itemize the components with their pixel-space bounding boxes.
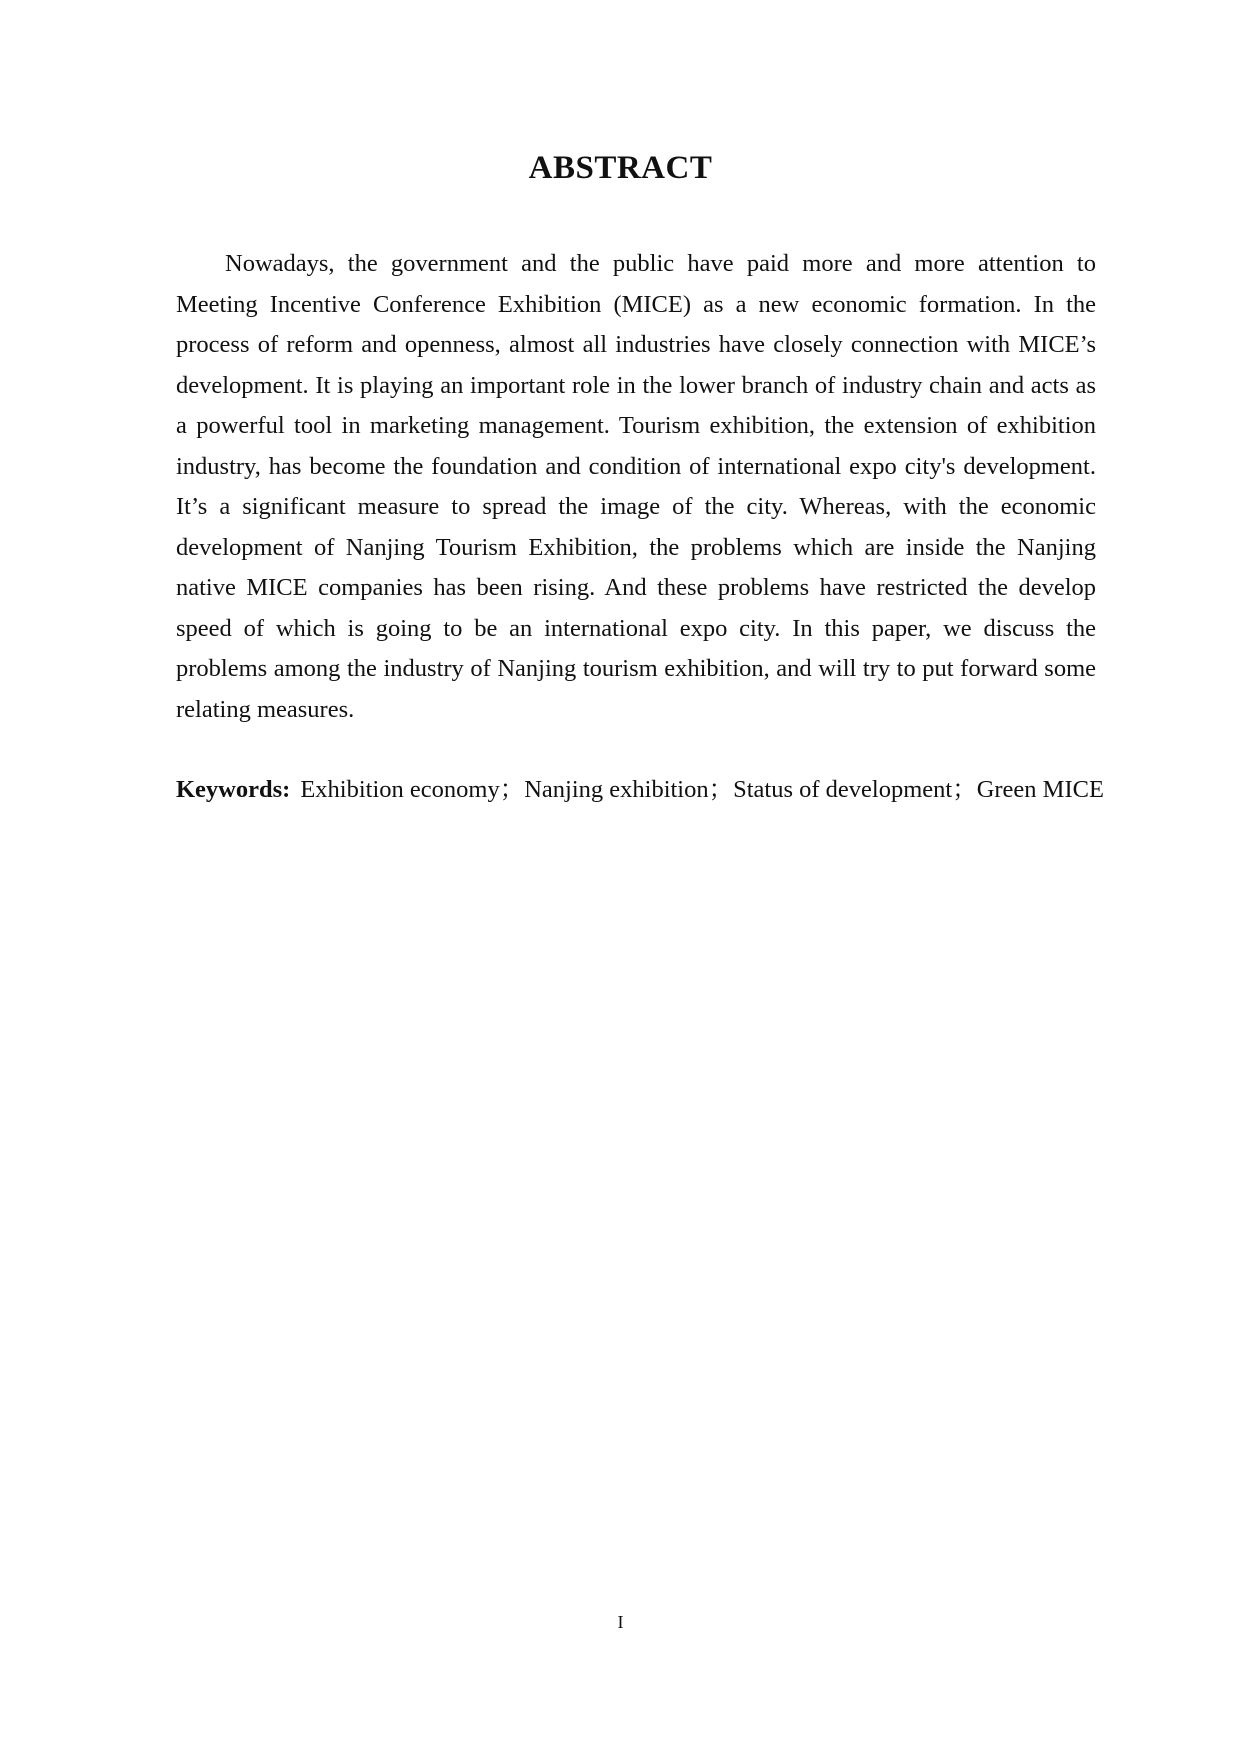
keywords-list: Exhibition economy；Nanjing exhibition；Status of development；Green MICE [300,776,1104,803]
abstract-paragraph: Nowadays, the government and the public have paid more and more attention to Meeting Incentive Conference Exhibition (MICE) as a new economic formation. In the process of reform and openness, almost all industries have closely connection with MICE’s development. It is playing an important role in the lower branch of industry chain and acts as a powerful tool in marketing management. Tourism exhibition, the extension of exhibition industry, has become the foundation and condition of international expo city's development. It’s a significant measure to spread the image of the city. Whereas, with the economic development of Nanjing Tourism Exhibition, the problems which are inside the Nanjing native MICE companies has been rising. And these problems have restricted the develop speed of which is going to be an international expo city. In this paper, we discuss the problems among the industry of Nanjing tourism exhibition, and will try to put forward some relating measures. [176,250,1096,723]
page-number: I [617,1612,624,1632]
keywords-label: Keywords: [176,776,291,803]
keywords-line [176,770,1136,810]
page-title: ABSTRACT [528,150,713,186]
